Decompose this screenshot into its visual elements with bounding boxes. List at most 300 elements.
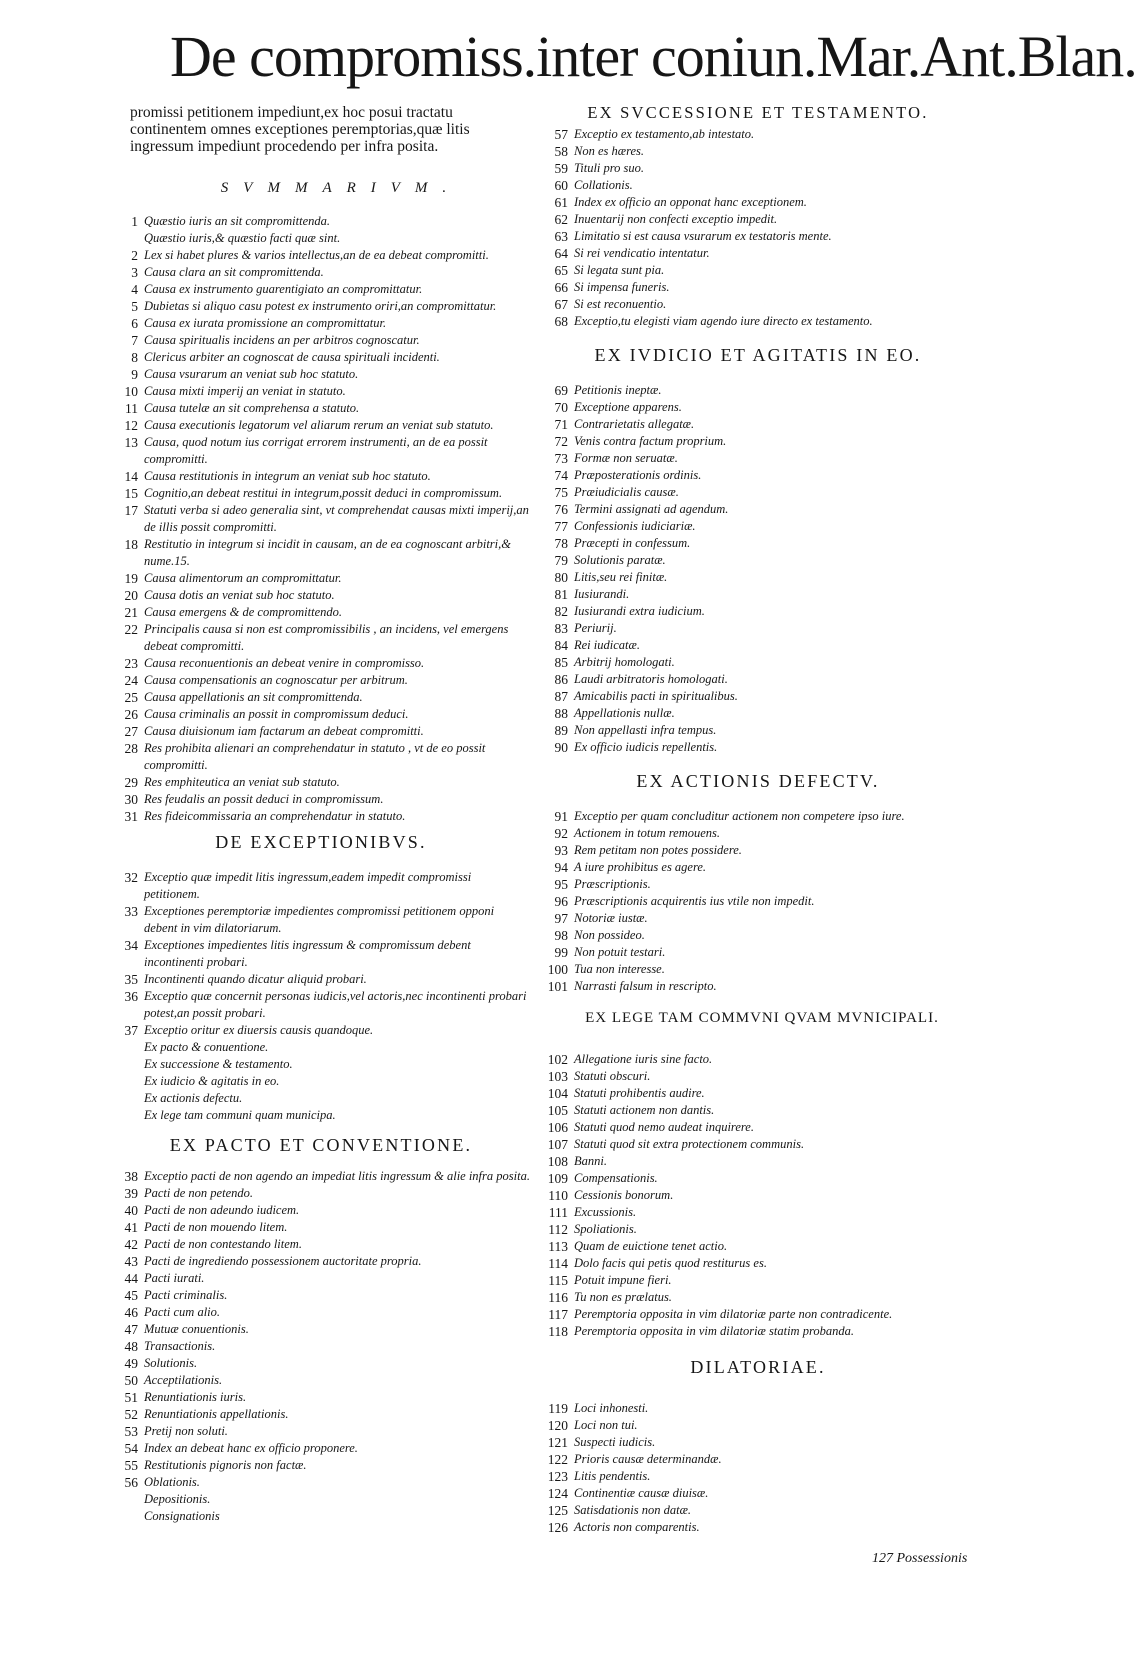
- summarium-heading: SVMMARIVM.: [220, 180, 462, 196]
- index-entry: [538, 228, 978, 245]
- index-entry: [538, 1119, 978, 1136]
- entry-text: Causa alimentorum an compromittatur.: [144, 571, 342, 585]
- entry-text: Iusiurandi.: [574, 587, 630, 601]
- lege-heading: EX LEGE TAM COMMVNI QVAM MVNICIPALI.: [585, 1010, 939, 1026]
- index-entry: [112, 1090, 530, 1107]
- entry-number: 44: [124, 1271, 138, 1286]
- index-entry: [538, 313, 978, 330]
- entry-number: 104: [547, 1086, 568, 1101]
- entry-text: Dolo facis qui petis quod restiturus es.: [574, 1256, 767, 1270]
- entry-number: 45: [124, 1288, 138, 1303]
- index-entry: [112, 264, 530, 281]
- entry-text: Exceptio quæ impedit litis ingressum,eadem impedit compromissi petitionem.: [144, 870, 472, 901]
- entry-text: Actionem in totum remouens.: [574, 826, 721, 840]
- index-entry: [538, 1519, 978, 1536]
- entry-number: 50: [124, 1373, 138, 1388]
- right-column: [538, 104, 978, 1536]
- entry-text: Prioris causæ determinandæ.: [574, 1452, 722, 1466]
- entry-number: 64: [554, 246, 568, 261]
- entry-text: Petitionis ineptæ.: [574, 383, 662, 397]
- index-entry: [112, 1022, 530, 1039]
- entry-text: Collationis.: [574, 178, 633, 192]
- entry-number: 109: [547, 1171, 568, 1186]
- entry-number: 3: [131, 265, 138, 280]
- entry-number: 98: [554, 928, 568, 943]
- index-entry: [538, 416, 978, 433]
- index-entry: [538, 382, 978, 399]
- successione-list: [538, 126, 978, 330]
- entry-text: Index an debeat hanc ex officio proponere.: [144, 1441, 358, 1455]
- index-entry: [538, 586, 978, 603]
- index-entry: [538, 1434, 978, 1451]
- index-entry: [538, 1468, 978, 1485]
- index-entry: [112, 332, 530, 349]
- index-entry: [538, 705, 978, 722]
- entry-text: Præiudicialis causæ.: [574, 485, 679, 499]
- index-entry: [112, 672, 530, 689]
- index-entry: [112, 1039, 530, 1056]
- index-entry: [538, 876, 978, 893]
- entry-number: 81: [554, 587, 568, 602]
- index-entry: [112, 1440, 530, 1457]
- index-entry: [538, 961, 978, 978]
- entry-text: Limitatio si est causa vsurarum ex testatoris mente.: [574, 229, 832, 243]
- entry-text: Ex pacto & conuentione.: [144, 1040, 269, 1054]
- index-entry: [538, 433, 978, 450]
- entry-number: 6: [131, 316, 138, 331]
- index-entry: [538, 927, 978, 944]
- index-entry: [538, 1323, 978, 1340]
- entry-text: Ex lege tam communi quam municipa.: [144, 1108, 336, 1122]
- entry-number: 85: [554, 655, 568, 670]
- index-entry: [112, 281, 530, 298]
- entry-number: 32: [124, 870, 138, 885]
- index-entry: [112, 1073, 530, 1090]
- index-entry: [538, 978, 978, 995]
- entry-number: 90: [554, 740, 568, 755]
- index-entry: [538, 859, 978, 876]
- entry-number: 79: [554, 553, 568, 568]
- entry-number: 103: [547, 1069, 568, 1084]
- index-entry: [538, 620, 978, 637]
- entry-text: Excussionis.: [574, 1205, 637, 1219]
- entry-text: Causa compensationis an cognoscatur per arbitrum.: [144, 673, 408, 687]
- entry-text: Inuentarij non confecti exceptio impedit.: [574, 212, 778, 226]
- entry-text: Principalis causa si non est compromissibilis , an incidens, vel emergens debeat compromitti.: [144, 622, 509, 653]
- entry-number: 74: [554, 468, 568, 483]
- entry-text: Præcepti in confessum.: [574, 536, 691, 550]
- entry-text: Restitutio in integrum si incidit in causam, an de ea cognoscant arbitri,& nume.15.: [144, 537, 511, 568]
- dilatoriae-heading: DILATORIAE.: [690, 1357, 826, 1377]
- entry-number: 117: [548, 1307, 568, 1322]
- entry-text: Ex officio iudicis repellentis.: [574, 740, 718, 754]
- index-entry: [538, 450, 978, 467]
- entry-number: 80: [554, 570, 568, 585]
- entry-text: Causa reconuentionis an debeat venire in compromisso.: [144, 656, 425, 670]
- index-entry: [112, 1219, 530, 1236]
- entry-text: Quæstio iuris an sit compromittenda.: [144, 214, 331, 228]
- entry-text: Præscriptionis acquirentis ius vtile non impedit.: [574, 894, 815, 908]
- entry-text: Pacti de non adeundo iudicem.: [144, 1203, 300, 1217]
- index-entry: [112, 621, 530, 655]
- entry-number: 72: [554, 434, 568, 449]
- index-entry: [538, 654, 978, 671]
- entry-text: Tituli pro suo.: [574, 161, 645, 175]
- entry-text: Causa dotis an veniat sub hoc statuto.: [144, 588, 335, 602]
- summarium-list: [112, 213, 530, 825]
- entry-text: Termini assignati ad agendum.: [574, 502, 729, 516]
- entry-text: Dubietas si aliquo casu potest ex instrumento oriri,an compromittatur.: [144, 299, 497, 313]
- entry-number: 55: [124, 1458, 138, 1473]
- entry-text: Causa ex instrumento guarentigiato an compromittatur.: [144, 282, 423, 296]
- entry-number: 53: [124, 1424, 138, 1439]
- entry-number: 51: [124, 1390, 138, 1405]
- index-entry: [538, 739, 978, 756]
- entry-number: 23: [124, 656, 138, 671]
- index-entry: [538, 296, 978, 313]
- entry-number: 101: [547, 979, 568, 994]
- index-entry: [112, 604, 530, 621]
- index-entry: [112, 485, 530, 502]
- entry-number: 54: [124, 1441, 138, 1456]
- entry-text: Causa, quod notum ius corrigat errorem instrumenti, an de ea possit compromitti.: [144, 435, 488, 466]
- entry-text: Rem petitam non potes possidere.: [574, 843, 742, 857]
- index-entry: [538, 825, 978, 842]
- index-entry: [538, 518, 978, 535]
- entry-text: Iusiurandi extra iudicium.: [574, 604, 705, 618]
- index-entry: [112, 349, 530, 366]
- entry-text: Exceptiones impedientes litis ingressum & compromissum debent incontinenti probari.: [144, 938, 471, 969]
- entry-text: Non possideo.: [574, 928, 645, 942]
- index-entry: [538, 1451, 978, 1468]
- index-entry: [538, 1400, 978, 1417]
- index-entry: [538, 842, 978, 859]
- entry-text: Lex si habet plures & varios intellectus,an de ea debeat compromitti.: [144, 248, 489, 262]
- entry-text: Causa appellationis an sit compromittenda.: [144, 690, 363, 704]
- index-entry: [538, 1136, 978, 1153]
- entry-text: Ex iudicio & agitatis in eo.: [144, 1074, 280, 1088]
- entry-text: Res feudalis an possit deduci in compromissum.: [144, 792, 384, 806]
- successione-heading: EX SVCCESSIONE ET TESTAMENTO.: [587, 103, 929, 122]
- index-entry: [538, 1068, 978, 1085]
- entry-number: 65: [554, 263, 568, 278]
- index-entry: [112, 366, 530, 383]
- entry-text: Statuti verba si adeo generalia sint, vt comprehendat causas mixti imperij,an de illis possit compromitti.: [144, 503, 529, 534]
- index-entry: [112, 903, 530, 937]
- index-entry: [112, 937, 530, 971]
- entry-number: 33: [124, 904, 138, 919]
- entry-text: Venis contra factum proprium.: [574, 434, 727, 448]
- index-entry: [538, 484, 978, 501]
- entry-number: 34: [124, 938, 138, 953]
- entry-text: Non potuit testari.: [574, 945, 666, 959]
- index-entry: [112, 1406, 530, 1423]
- entry-number: 110: [548, 1188, 568, 1203]
- index-entry: [112, 1423, 530, 1440]
- entry-number: [112, 1508, 144, 1525]
- entry-text: Res fideicommissaria an comprehendatur in statuto.: [144, 809, 406, 823]
- entry-text: Solutionis.: [144, 1356, 198, 1370]
- entry-text: Quæstio iuris,& quæstio facti quæ sint.: [144, 231, 341, 245]
- entry-number: 24: [124, 673, 138, 688]
- index-entry: [538, 1204, 978, 1221]
- index-entry: [538, 1153, 978, 1170]
- entry-number: 29: [124, 775, 138, 790]
- index-entry: [538, 722, 978, 739]
- entry-text: Pretij non soluti.: [144, 1424, 228, 1438]
- entry-number: 100: [547, 962, 568, 977]
- entry-text: Pacti de non contestando litem.: [144, 1237, 302, 1251]
- entry-number: [112, 1090, 144, 1107]
- entry-number: 13: [124, 435, 138, 450]
- index-entry: [538, 279, 978, 296]
- entry-number: 111: [548, 1205, 568, 1220]
- entry-number: 120: [547, 1418, 568, 1433]
- entry-text: Præscriptionis.: [574, 877, 651, 891]
- entry-number: 108: [547, 1154, 568, 1169]
- index-entry: [112, 774, 530, 791]
- entry-number: [112, 1107, 144, 1124]
- entry-text: Pacti cum alio.: [144, 1305, 221, 1319]
- index-entry: [538, 1238, 978, 1255]
- index-entry: [112, 230, 530, 247]
- entry-number: 91: [554, 809, 568, 824]
- entry-number: 36: [124, 989, 138, 1004]
- dilatoriae-list: [538, 1400, 978, 1536]
- entry-number: 121: [547, 1435, 568, 1450]
- entry-text: Periurij.: [574, 621, 617, 635]
- index-entry: [538, 535, 978, 552]
- entry-text: Pacti de non petendo.: [144, 1186, 253, 1200]
- entry-number: 76: [554, 502, 568, 517]
- index-entry: [112, 706, 530, 723]
- entry-text: Peremptoria opposita in vim dilatoriæ parte non contradicente.: [574, 1307, 893, 1321]
- entry-number: 92: [554, 826, 568, 841]
- entry-number: 119: [548, 1401, 568, 1416]
- entry-number: 60: [554, 178, 568, 193]
- index-entry: [538, 944, 978, 961]
- entry-number: 10: [124, 384, 138, 399]
- entry-text: Continentiæ causæ diuisæ.: [574, 1486, 709, 1500]
- entry-number: 86: [554, 672, 568, 687]
- entry-text: Causa restitutionis in integrum an veniat sub hoc statuto.: [144, 469, 431, 483]
- index-entry: [112, 468, 530, 485]
- index-entry: [112, 400, 530, 417]
- entry-text: Notoriæ iustæ.: [574, 911, 648, 925]
- entry-number: 17: [124, 503, 138, 518]
- entry-number: [112, 1056, 144, 1073]
- entry-number: 37: [124, 1023, 138, 1038]
- entry-text: Causa criminalis an possit in compromissum deduci.: [144, 707, 409, 721]
- index-entry: [538, 893, 978, 910]
- entry-number: 63: [554, 229, 568, 244]
- index-entry: [112, 434, 530, 468]
- entry-text: Litis,seu rei finitæ.: [574, 570, 668, 584]
- entry-number: 26: [124, 707, 138, 722]
- entry-text: Causa clara an sit compromittenda.: [144, 265, 324, 279]
- index-entry: [112, 247, 530, 264]
- entry-number: 4: [131, 282, 138, 297]
- entry-number: 18: [124, 537, 138, 552]
- entry-text: Compensationis.: [574, 1171, 658, 1185]
- entry-text: Res prohibita alienari an comprehendatur in statuto , vt de eo possit compromitti.: [144, 741, 486, 772]
- entry-number: 83: [554, 621, 568, 636]
- entry-text: Exceptio,tu elegisti viam agendo iure directo ex testamento.: [574, 314, 873, 328]
- index-entry: [112, 1304, 530, 1321]
- entry-text: Restitutionis pignoris non factæ.: [144, 1458, 307, 1472]
- entry-number: 49: [124, 1356, 138, 1371]
- entry-text: Pacti de ingrediendo possessionem auctoritate propria.: [144, 1254, 422, 1268]
- index-entry: [112, 689, 530, 706]
- entry-text: Exceptiones peremptoriæ impedientes compromissi petitionem opponi debent in vim dilatoriarum.: [144, 904, 495, 935]
- entry-text: Statuti quod nemo audeat inquirere.: [574, 1120, 754, 1134]
- entry-text: Oblationis.: [144, 1475, 200, 1489]
- entry-text: Acceptilationis.: [144, 1373, 223, 1387]
- entry-text: Causa executionis legatorum vel aliarum rerum an veniat sub statuto.: [144, 418, 494, 432]
- index-entry: [112, 1287, 530, 1304]
- entry-text: Solutionis paratæ.: [574, 553, 666, 567]
- entry-number: 9: [131, 367, 138, 382]
- entry-number: 75: [554, 485, 568, 500]
- index-entry: [112, 1457, 530, 1474]
- entry-number: 40: [124, 1203, 138, 1218]
- index-entry: [538, 808, 978, 825]
- index-entry: [538, 1102, 978, 1119]
- entry-text: Pacti de non mouendo litem.: [144, 1220, 288, 1234]
- entry-text: Si impensa funeris.: [574, 280, 670, 294]
- entry-number: 102: [547, 1052, 568, 1067]
- entry-text: Rei iudicatæ.: [574, 638, 640, 652]
- entry-number: 67: [554, 297, 568, 312]
- entry-number: 84: [554, 638, 568, 653]
- entry-number: [112, 230, 144, 247]
- entry-text: Tua non interesse.: [574, 962, 665, 976]
- index-entry: [112, 791, 530, 808]
- lege-list: [538, 1051, 978, 1340]
- entry-text: Exceptio per quam concluditur actionem non competere ipso iure.: [574, 809, 905, 823]
- entry-text: Narrasti falsum in rescripto.: [574, 979, 717, 993]
- index-entry: [538, 262, 978, 279]
- index-entry: [112, 298, 530, 315]
- entry-text: Consignationis: [144, 1509, 220, 1523]
- index-entry: [112, 315, 530, 332]
- entry-number: 42: [124, 1237, 138, 1252]
- index-entry: [112, 1270, 530, 1287]
- entry-number: 7: [131, 333, 138, 348]
- entry-text: Quam de euictione tenet actio.: [574, 1239, 728, 1253]
- index-entry: [538, 1085, 978, 1102]
- index-entry: [112, 587, 530, 604]
- entry-number: 126: [547, 1520, 568, 1535]
- entry-text: Non appellasti infra tempus.: [574, 723, 717, 737]
- entry-number: 58: [554, 144, 568, 159]
- entry-number: 124: [547, 1486, 568, 1501]
- entry-text: Ex successione & testamento.: [144, 1057, 293, 1071]
- entry-number: 25: [124, 690, 138, 705]
- entry-number: 28: [124, 741, 138, 756]
- entry-text: Transactionis.: [144, 1339, 216, 1353]
- index-entry: [112, 723, 530, 740]
- exceptionibus-list: [112, 869, 530, 1124]
- entry-text: Tu non es prælatus.: [574, 1290, 672, 1304]
- entry-text: Cognitio,an debeat restitui in integrum,possit deduci in compromissum.: [144, 486, 503, 500]
- entry-number: 118: [548, 1324, 568, 1339]
- entry-number: 69: [554, 383, 568, 398]
- entry-text: Exceptio pacti de non agendo an impediat litis ingressum & alie infra posita.: [144, 1169, 530, 1183]
- entry-text: Pacti iurati.: [144, 1271, 205, 1285]
- index-entry: [538, 143, 978, 160]
- actionis-list: [538, 808, 978, 995]
- index-entry: [112, 1491, 530, 1508]
- index-entry: [112, 1056, 530, 1073]
- entry-number: 31: [124, 809, 138, 824]
- entry-number: 95: [554, 877, 568, 892]
- entry-number: 43: [124, 1254, 138, 1269]
- entry-text: Præposterationis ordinis.: [574, 468, 702, 482]
- iudicio-heading: EX IVDICIO ET AGITATIS IN EO.: [594, 345, 922, 365]
- entry-number: 35: [124, 972, 138, 987]
- entry-text: Spoliationis.: [574, 1222, 637, 1236]
- index-entry: [112, 1338, 530, 1355]
- entry-number: 52: [124, 1407, 138, 1422]
- pacto-heading: EX PACTO ET CONVENTIONE.: [169, 1135, 473, 1155]
- left-column: [112, 104, 530, 1525]
- entry-number: 106: [547, 1120, 568, 1135]
- entry-number: 59: [554, 161, 568, 176]
- entry-text: Depositionis.: [144, 1492, 211, 1506]
- index-entry: [112, 1321, 530, 1338]
- index-entry: [538, 1485, 978, 1502]
- entry-text: Loci non tui.: [574, 1418, 638, 1432]
- entry-text: Exceptione apparens.: [574, 400, 682, 414]
- index-entry: [112, 1508, 530, 1525]
- entry-number: 12: [124, 418, 138, 433]
- index-entry: [112, 1236, 530, 1253]
- entry-number: 93: [554, 843, 568, 858]
- entry-number: 71: [554, 417, 568, 432]
- entry-number: 73: [554, 451, 568, 466]
- entry-text: Causa ex iurata promissione an compromittatur.: [144, 316, 387, 330]
- entry-text: Si legata sunt pia.: [574, 263, 665, 277]
- entry-text: Incontinenti quando dicatur aliquid probari.: [144, 972, 367, 986]
- entry-number: [112, 1073, 144, 1090]
- entry-number: 11: [125, 401, 138, 416]
- entry-text: Causa emergens & de compromittendo.: [144, 605, 343, 619]
- index-entry: [538, 501, 978, 518]
- entry-text: Res emphiteutica an veniat sub statuto.: [144, 775, 340, 789]
- iudicio-list: [538, 382, 978, 756]
- index-entry: [538, 1170, 978, 1187]
- index-entry: [112, 1107, 530, 1124]
- index-entry: [112, 988, 530, 1022]
- entry-text: Laudi arbitratoris homologati.: [574, 672, 728, 686]
- entry-number: 1: [131, 214, 138, 229]
- entry-text: Amicabilis pacti in spiritualibus.: [574, 689, 738, 703]
- index-entry: [112, 808, 530, 825]
- index-entry: [538, 569, 978, 586]
- entry-number: 38: [124, 1169, 138, 1184]
- entry-number: 57: [554, 127, 568, 142]
- entry-text: Allegatione iuris sine facto.: [574, 1052, 713, 1066]
- entry-text: Confessionis iudiciariæ.: [574, 519, 696, 533]
- index-entry: [112, 869, 530, 903]
- index-entry: [538, 211, 978, 228]
- index-entry: [538, 910, 978, 927]
- entry-text: Statuti obscuri.: [574, 1069, 651, 1083]
- exceptionibus-heading: DE EXCEPTIONIBVS.: [215, 832, 427, 852]
- entry-number: 22: [124, 622, 138, 637]
- entry-number: 39: [124, 1186, 138, 1201]
